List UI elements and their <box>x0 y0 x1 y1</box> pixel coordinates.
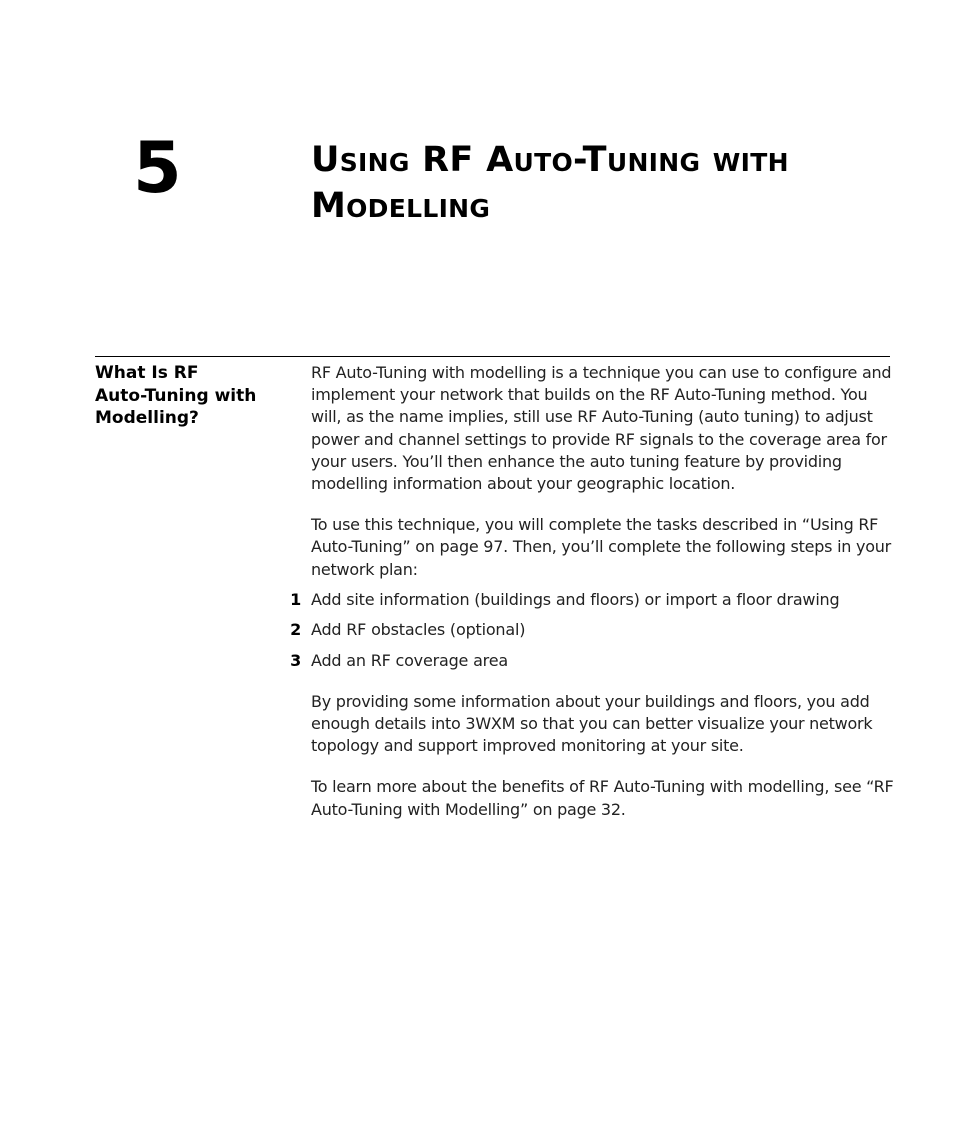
section-heading-line-2: Auto-Tuning with <box>95 385 257 406</box>
step-item <box>290 650 901 672</box>
step-number: 3 <box>290 650 301 670</box>
chapter-title <box>311 137 911 229</box>
intro-paragraph: RF Auto-Tuning with modelling is a technique you can use to configure and implement your network that builds on the RF Auto-Tuning method. You will, as the name implies, still use RF Auto-Tuning (auto tuning) to adjust power and channel settings to provide RF signals to the coverage area for your users. You’ll then enhance the auto tuning feature by providing modelling information about your geographic location. <box>311 363 892 494</box>
chapter-title-line-2: Modelling <box>311 186 491 226</box>
section-heading-line-1: What Is RF <box>95 363 199 383</box>
learn-more-paragraph: To learn more about the benefits of RF Auto-Tuning with modelling, see “RF Auto-Tuning with Modelling” on page 32. <box>311 777 894 819</box>
details-paragraph: By providing some information about your buildings and floors, you add enough details into 3WXM so that you can better visualize your network topology and support improved monitoring at your site. <box>311 691 873 756</box>
step-text: Add RF obstacles (optional) <box>311 620 526 640</box>
step-text: Add site information (buildings and floors) or import a floor drawing <box>311 589 840 609</box>
step-number: 2 <box>290 620 301 640</box>
step-item <box>290 589 901 611</box>
step-item <box>290 619 901 641</box>
step-number: 1 <box>290 589 301 609</box>
tasks-paragraph: To use this technique, you will complete the tasks described in “Using RF Auto-Tuning” on page 97. Then, you’ll complete the following steps in your network plan: <box>311 515 891 579</box>
chapter-number: 5 <box>133 127 182 209</box>
section-heading <box>95 362 295 430</box>
section-divider <box>95 356 890 357</box>
section-heading-line-3: Modelling? <box>95 408 199 428</box>
steps-list <box>290 589 901 672</box>
step-text: Add an RF coverage area <box>311 650 508 670</box>
section-body <box>290 362 901 840</box>
chapter-title-line-1: Using RF Auto-Tuning with <box>311 140 789 180</box>
